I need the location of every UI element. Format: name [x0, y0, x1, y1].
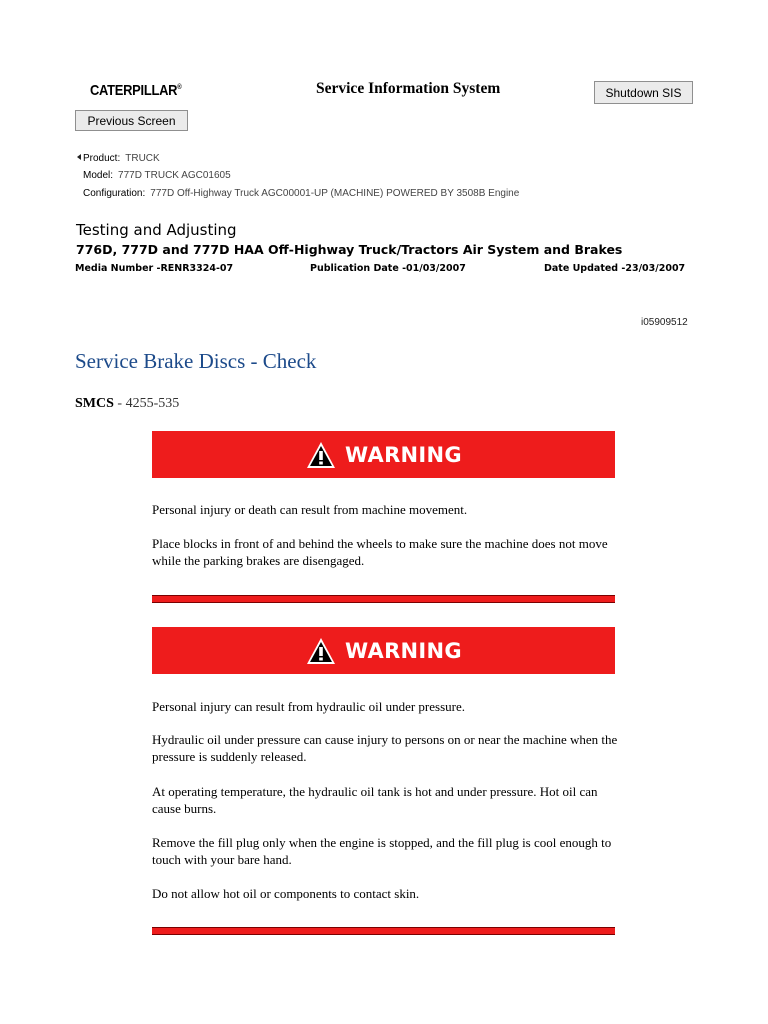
model-row: [83, 170, 231, 181]
warning-text: Personal injury or death can result from machine movement.: [152, 502, 468, 517]
smcs-label: SMCS: [75, 396, 114, 411]
date-updated: Date Updated -23/03/2007: [544, 263, 686, 274]
warning-label: WARNING: [345, 442, 462, 467]
caterpillar-logo: CATERPILLAR®: [90, 82, 182, 99]
warning-triangle-icon: [305, 440, 337, 470]
back-caret-icon[interactable]: [77, 154, 81, 160]
shutdown-sis-button[interactable]: Shutdown SIS: [594, 81, 693, 104]
warning-text: Do not allow hot oil or components to contact skin.: [152, 886, 420, 901]
product-label: Product:: [83, 153, 121, 164]
configuration-row: [83, 188, 519, 199]
smcs-code: [75, 396, 179, 412]
warning-divider: [152, 595, 615, 603]
product-row[interactable]: [77, 153, 160, 164]
page-title: Service Information System: [316, 80, 501, 97]
warning-label: WARNING: [345, 638, 462, 663]
smcs-value: - 4255-535: [113, 396, 180, 411]
media-number: Media Number -RENR3324-07: [75, 263, 234, 274]
reference-id: i05909512: [641, 317, 688, 328]
warning-text: Hydraulic oil under pressure can cause injury to persons on or near the machine when the pressure is suddenly released.: [152, 732, 618, 764]
warning-banner: [152, 627, 615, 674]
warning-text: At operating temperature, the hydraulic oil tank is hot and under pressure. Hot oil can cause burns.: [152, 784, 598, 816]
configuration-label: Configuration:: [83, 188, 146, 199]
product-value: TRUCK: [125, 153, 160, 164]
section-title: Service Brake Discs - Check: [75, 349, 317, 373]
document-title: 776D, 777D and 777D HAA Off-Highway Truck/Tractors Air System and Brakes: [76, 242, 623, 257]
configuration-value: 777D Off-Highway Truck AGC00001-UP (MACHINE) POWERED BY 3508B Engine: [150, 188, 520, 199]
warning-divider: [152, 927, 615, 935]
document-type: Testing and Adjusting: [76, 221, 237, 239]
warning-text: Place blocks in front of and behind the wheels to make sure the machine does not move while the parking brakes are disengaged.: [152, 536, 608, 568]
warning-triangle-icon: [305, 636, 337, 666]
publication-date: Publication Date -01/03/2007: [310, 263, 466, 274]
warning-banner: [152, 431, 615, 478]
warning-text: Remove the fill plug only when the engine is stopped, and the fill plug is cool enough to touch with your bare hand.: [152, 835, 612, 867]
model-label: Model:: [83, 170, 114, 181]
warning-text: Personal injury can result from hydraulic oil under pressure.: [152, 699, 465, 714]
previous-screen-button[interactable]: Previous Screen: [75, 110, 188, 131]
model-value: 777D TRUCK AGC01605: [118, 170, 231, 181]
